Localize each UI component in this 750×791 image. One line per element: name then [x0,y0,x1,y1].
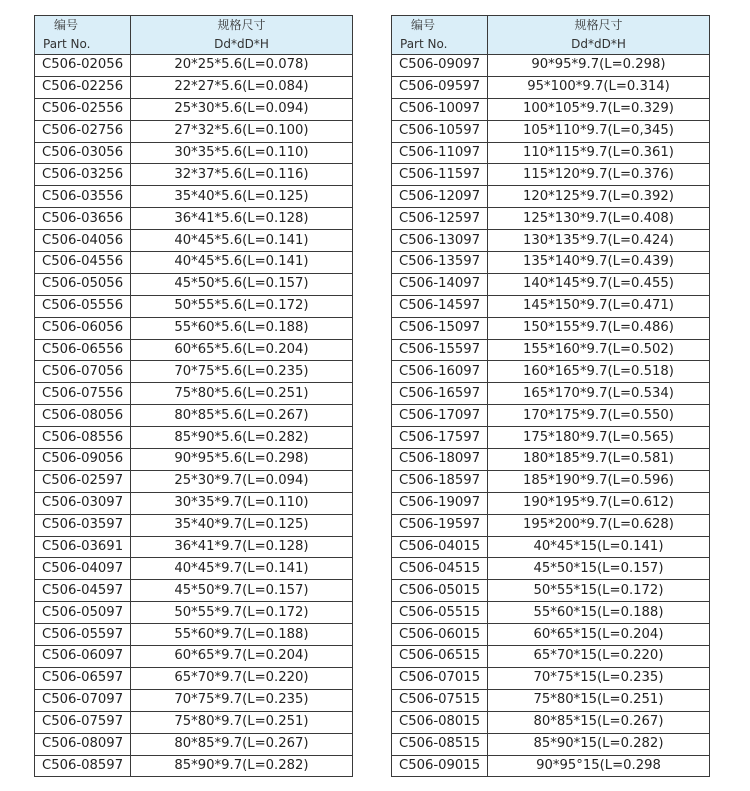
table-row [392,536,710,558]
part-number-cell: C506-07056 [35,361,131,383]
part-number-cell: C506-03691 [35,536,131,558]
size-spec-cell: 65*70*15(L=0.220) [488,646,710,668]
part-number-cell: C506-10597 [392,120,488,142]
table-row [35,492,353,514]
table-row [392,164,710,186]
part-number-cell: C506-13597 [392,252,488,274]
table-row [392,317,710,339]
part-number-cell: C506-05597 [35,624,131,646]
size-spec-cell: 170*175*9.7(L=0.550) [488,405,710,427]
part-no-header [392,16,488,55]
table-row [392,580,710,602]
table-row [392,142,710,164]
size-spec-cell: 115*120*9.7(L=0.376) [488,164,710,186]
part-number-cell: C506-08597 [35,755,131,777]
part-number-cell: C506-12097 [392,186,488,208]
table-row [392,470,710,492]
size-spec-cell: 105*110*9.7(L=0,345) [488,120,710,142]
size-header-cn: 规格尺寸 [574,18,623,32]
size-spec-cell: 150*155*9.7(L=0.486) [488,317,710,339]
part-number-cell: C506-06015 [392,624,488,646]
table-row [35,449,353,471]
size-spec-cell: 120*125*9.7(L=0.392) [488,186,710,208]
part-number-cell: C506-08097 [35,733,131,755]
table-row [35,470,353,492]
table-row [35,646,353,668]
part-number-cell: C506-04056 [35,230,131,252]
part-no-header [35,16,131,55]
table-row [35,273,353,295]
table-row [392,339,710,361]
size-spec-cell: 90*95*9.7(L=0.298) [488,55,710,77]
size-spec-cell: 135*140*9.7(L=0.439) [488,252,710,274]
table-row [392,252,710,274]
part-number-cell: C506-04597 [35,580,131,602]
table-row [392,98,710,120]
size-spec-cell: 45*50*5.6(L=0.157) [131,273,353,295]
part-number-cell: C506-03056 [35,142,131,164]
size-spec-cell: 140*145*9.7(L=0.455) [488,273,710,295]
size-spec-cell: 36*41*5.6(L=0.128) [131,208,353,230]
part-number-cell: C506-04015 [392,536,488,558]
part-number-cell: C506-07515 [392,689,488,711]
part-number-cell: C506-17097 [392,405,488,427]
spec-table-right [391,15,710,777]
table-row [35,55,353,77]
table-row [392,230,710,252]
table-row [35,230,353,252]
size-spec-cell: 70*75*15(L=0.235) [488,667,710,689]
table-row [392,602,710,624]
part-number-cell: C506-03556 [35,186,131,208]
size-spec-cell: 22*27*5.6(L=0.084) [131,76,353,98]
table-row [35,186,353,208]
table-row [35,120,353,142]
size-spec-cell: 80*85*5.6(L=0.267) [131,405,353,427]
table-row [392,76,710,98]
table-row [35,514,353,536]
part-number-cell: C506-05556 [35,295,131,317]
part-number-cell: C506-05015 [392,580,488,602]
size-spec-cell: 110*115*9.7(L=0.361) [488,142,710,164]
table-row [35,252,353,274]
size-spec-cell: 60*65*5.6(L=0.204) [131,339,353,361]
table-row [392,427,710,449]
size-spec-cell: 30*35*9.7(L=0.110) [131,492,353,514]
table-row [35,602,353,624]
table-row [392,711,710,733]
size-spec-cell: 80*85*15(L=0.267) [488,711,710,733]
size-spec-cell: 25*30*5.6(L=0.094) [131,98,353,120]
table-header-row [392,16,710,55]
part-number-cell: C506-02256 [35,76,131,98]
part-number-cell: C506-03597 [35,514,131,536]
table-row [392,624,710,646]
size-spec-cell: 65*70*9.7(L=0.220) [131,667,353,689]
size-spec-cell: 36*41*9.7(L=0.128) [131,536,353,558]
part-number-cell: C506-08515 [392,733,488,755]
part-number-cell: C506-09597 [392,76,488,98]
part-number-cell: C506-18097 [392,449,488,471]
part-number-cell: C506-18597 [392,470,488,492]
table-row [35,142,353,164]
table-header-row [35,16,353,55]
part-number-cell: C506-06515 [392,646,488,668]
table-row [35,208,353,230]
table-row [35,711,353,733]
part-number-cell: C506-04556 [35,252,131,274]
size-spec-cell: 90*95°15(L=0.298 [488,755,710,777]
part-number-cell: C506-05515 [392,602,488,624]
part-number-cell: C506-09056 [35,449,131,471]
part-no-header-en: Part No. [43,37,91,51]
size-spec-cell: 40*45*9.7(L=0.141) [131,558,353,580]
part-no-header-cn: 编号 [411,18,436,32]
size-spec-cell: 195*200*9.7(L=0.628) [488,514,710,536]
table-row [35,624,353,646]
table-row [35,755,353,777]
part-number-cell: C506-02597 [35,470,131,492]
part-number-cell: C506-07097 [35,689,131,711]
table-row [392,646,710,668]
size-spec-cell: 32*37*5.6(L=0.116) [131,164,353,186]
size-spec-cell: 40*45*5.6(L=0.141) [131,230,353,252]
size-spec-cell: 20*25*5.6(L=0.078) [131,55,353,77]
part-no-header-cn: 编号 [54,18,79,32]
size-spec-cell: 45*50*15(L=0.157) [488,558,710,580]
table-row [35,383,353,405]
part-number-cell: C506-19097 [392,492,488,514]
part-number-cell: C506-14597 [392,295,488,317]
size-spec-cell: 30*35*5.6(L=0.110) [131,142,353,164]
part-number-cell: C506-13097 [392,230,488,252]
size-spec-cell: 35*40*9.7(L=0.125) [131,514,353,536]
table-row [392,558,710,580]
table-row [392,405,710,427]
size-spec-cell: 50*55*9.7(L=0.172) [131,602,353,624]
part-number-cell: C506-08556 [35,427,131,449]
size-header [488,16,710,55]
part-number-cell: C506-07556 [35,383,131,405]
table-row [392,186,710,208]
size-spec-cell: 55*60*9.7(L=0.188) [131,624,353,646]
size-spec-cell: 75*80*15(L=0.251) [488,689,710,711]
spec-table-left [34,15,353,777]
size-spec-cell: 85*90*5.6(L=0.282) [131,427,353,449]
table-row [35,558,353,580]
size-spec-cell: 75*80*9.7(L=0.251) [131,711,353,733]
part-number-cell: C506-16597 [392,383,488,405]
size-spec-cell: 85*90*9.7(L=0.282) [131,755,353,777]
part-number-cell: C506-07015 [392,667,488,689]
part-number-cell: C506-03256 [35,164,131,186]
table-row [35,405,353,427]
size-spec-cell: 165*170*9.7(L=0.534) [488,383,710,405]
table-row [392,667,710,689]
size-spec-cell: 160*165*9.7(L=0.518) [488,361,710,383]
table-row [35,295,353,317]
part-number-cell: C506-15097 [392,317,488,339]
size-spec-cell: 35*40*5.6(L=0.125) [131,186,353,208]
part-number-cell: C506-03656 [35,208,131,230]
part-number-cell: C506-07597 [35,711,131,733]
size-header-en: Dd*dD*H [571,37,626,51]
size-spec-cell: 90*95*5.6(L=0.298) [131,449,353,471]
size-spec-cell: 145*150*9.7(L=0.471) [488,295,710,317]
size-spec-cell: 130*135*9.7(L=0.424) [488,230,710,252]
size-spec-cell: 180*185*9.7(L=0.581) [488,449,710,471]
part-number-cell: C506-04515 [392,558,488,580]
size-header [131,16,353,55]
table-row [392,733,710,755]
table-row [35,689,353,711]
part-number-cell: C506-11097 [392,142,488,164]
size-spec-cell: 60*65*9.7(L=0.204) [131,646,353,668]
table-row [35,580,353,602]
table-row [392,689,710,711]
table-row [392,55,710,77]
size-spec-cell: 55*60*15(L=0.188) [488,602,710,624]
size-spec-cell: 40*45*5.6(L=0.141) [131,252,353,274]
table-row [35,98,353,120]
part-number-cell: C506-19597 [392,514,488,536]
table-row [35,317,353,339]
part-number-cell: C506-06056 [35,317,131,339]
size-spec-cell: 50*55*5.6(L=0.172) [131,295,353,317]
size-spec-cell: 40*45*15(L=0.141) [488,536,710,558]
part-number-cell: C506-04097 [35,558,131,580]
size-spec-cell: 70*75*9.7(L=0.235) [131,689,353,711]
table-row [35,339,353,361]
size-spec-cell: 80*85*9.7(L=0.267) [131,733,353,755]
size-spec-cell: 50*55*15(L=0.172) [488,580,710,602]
table-row [392,208,710,230]
part-number-cell: C506-10097 [392,98,488,120]
table-row [392,492,710,514]
part-number-cell: C506-08015 [392,711,488,733]
size-spec-cell: 75*80*5.6(L=0.251) [131,383,353,405]
size-spec-cell: 190*195*9.7(L=0.612) [488,492,710,514]
table-row [35,733,353,755]
part-number-cell: C506-02756 [35,120,131,142]
part-number-cell: C506-06597 [35,667,131,689]
part-number-cell: C506-14097 [392,273,488,295]
table-row [392,449,710,471]
part-number-cell: C506-09015 [392,755,488,777]
size-header-en: Dd*dD*H [214,37,269,51]
part-number-cell: C506-09097 [392,55,488,77]
size-spec-cell: 155*160*9.7(L=0.502) [488,339,710,361]
part-number-cell: C506-02556 [35,98,131,120]
table-row [35,667,353,689]
part-number-cell: C506-05097 [35,602,131,624]
table-row [392,295,710,317]
size-spec-cell: 175*180*9.7(L=0.565) [488,427,710,449]
size-spec-cell: 27*32*5.6(L=0.100) [131,120,353,142]
table-row [35,427,353,449]
size-spec-cell: 60*65*15(L=0.204) [488,624,710,646]
part-number-cell: C506-03097 [35,492,131,514]
part-number-cell: C506-11597 [392,164,488,186]
size-spec-cell: 125*130*9.7(L=0.408) [488,208,710,230]
table-row [35,536,353,558]
table-row [392,514,710,536]
size-spec-cell: 45*50*9.7(L=0.157) [131,580,353,602]
size-spec-cell: 185*190*9.7(L=0.596) [488,470,710,492]
table-row [35,164,353,186]
part-number-cell: C506-02056 [35,55,131,77]
part-number-cell: C506-05056 [35,273,131,295]
part-number-cell: C506-08056 [35,405,131,427]
table-row [392,383,710,405]
size-spec-cell: 85*90*15(L=0.282) [488,733,710,755]
part-number-cell: C506-06097 [35,646,131,668]
table-row [392,755,710,777]
size-spec-cell: 70*75*5.6(L=0.235) [131,361,353,383]
part-number-cell: C506-15597 [392,339,488,361]
size-spec-cell: 55*60*5.6(L=0.188) [131,317,353,339]
size-spec-cell: 100*105*9.7(L=0.329) [488,98,710,120]
table-row [392,273,710,295]
table-row [392,120,710,142]
size-header-cn: 规格尺寸 [217,18,266,32]
size-spec-cell: 25*30*9.7(L=0.094) [131,470,353,492]
part-number-cell: C506-06556 [35,339,131,361]
part-no-header-en: Part No. [400,37,448,51]
part-number-cell: C506-16097 [392,361,488,383]
part-number-cell: C506-12597 [392,208,488,230]
table-row [35,76,353,98]
size-spec-cell: 95*100*9.7(L=0.314) [488,76,710,98]
table-row [392,361,710,383]
table-row [35,361,353,383]
part-number-cell: C506-17597 [392,427,488,449]
